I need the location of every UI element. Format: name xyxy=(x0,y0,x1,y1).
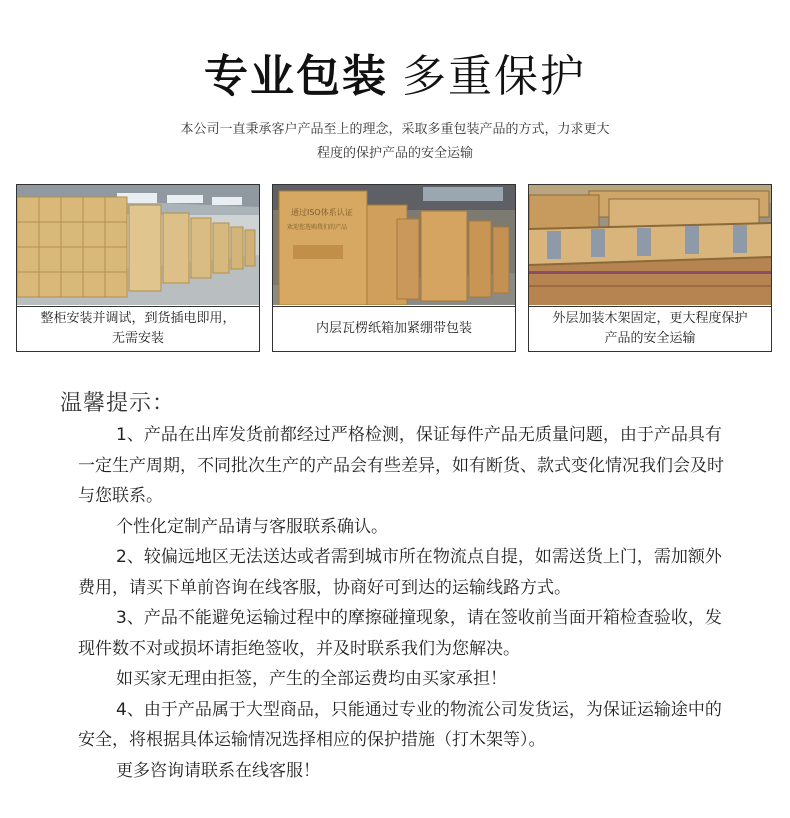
title-light: 多重保护 xyxy=(402,51,586,102)
tip-paragraph-2: 个性化定制产品请与客服联系确认。 xyxy=(116,516,388,537)
card-3-caption: 外层加装木架固定，更大程度保护产品的安全运输 xyxy=(529,306,771,351)
packaging-card-3 xyxy=(528,184,772,352)
page-title xyxy=(0,52,790,102)
warehouse-lockers-photo xyxy=(17,185,259,305)
tip-paragraph-3: 2、较偏远地区无法送达或者需到城市所在物流点自提，如需送货上门，需加额外费用，请买下单前咨询在线客服，协商好可到达的运输线路方式。 xyxy=(78,547,722,598)
title-bold: 专业包装 xyxy=(204,51,388,102)
tips-title: 温馨提示： xyxy=(60,391,176,416)
wooden-crate-photo xyxy=(529,185,771,305)
tip-paragraph-6: 4、由于产品属于大型商品，只能通过专业的物流公司发货运，为保证运输途中的安全，将根据具体运输情况选择相应的保护措施（打木架等）。 xyxy=(78,699,722,750)
card-1-caption: 整柜安装并调试，到货插电即用，无需安装 xyxy=(17,306,259,351)
packaging-card-1 xyxy=(16,184,260,352)
subtitle xyxy=(95,118,695,166)
card-2-caption: 内层瓦楞纸箱加紧绷带包装 xyxy=(273,306,515,351)
tip-paragraph-4: 3、产品不能避免运输过程中的摩擦碰撞现象，请在签收前当面开箱检查验收，发现件数不对或损坏请拒绝签收，并及时联系我们为您解决。 xyxy=(78,608,722,659)
svg-text:通过ISO体系认证: 通过ISO体系认证 xyxy=(291,208,353,217)
tip-paragraph-7: 更多咨询请联系在线客服！ xyxy=(116,760,320,781)
subtitle-line-1: 本公司一直秉承客户产品至上的理念，采取多重包装产品的方式，力求更大 xyxy=(180,122,610,137)
svg-text:欢迎您选购我们的产品: 欢迎您选购我们的产品 xyxy=(287,224,348,231)
cardboard-boxes-photo xyxy=(273,185,515,305)
packaging-card-2 xyxy=(272,184,516,352)
tips-body xyxy=(78,420,738,786)
tip-paragraph-1: 1、产品在出库发货前都经过严格检测，保证每件产品无质量问题，由于产品具有一定生产周期，不同批次生产的产品会有些差异，如有断货、款式变化情况我们会及时与您联系。 xyxy=(78,425,724,506)
tip-paragraph-5: 如买家无理由拒签，产生的全部运费均由买家承担！ xyxy=(116,669,507,689)
subtitle-line-2: 程度的保护产品的安全运输 xyxy=(316,146,473,161)
